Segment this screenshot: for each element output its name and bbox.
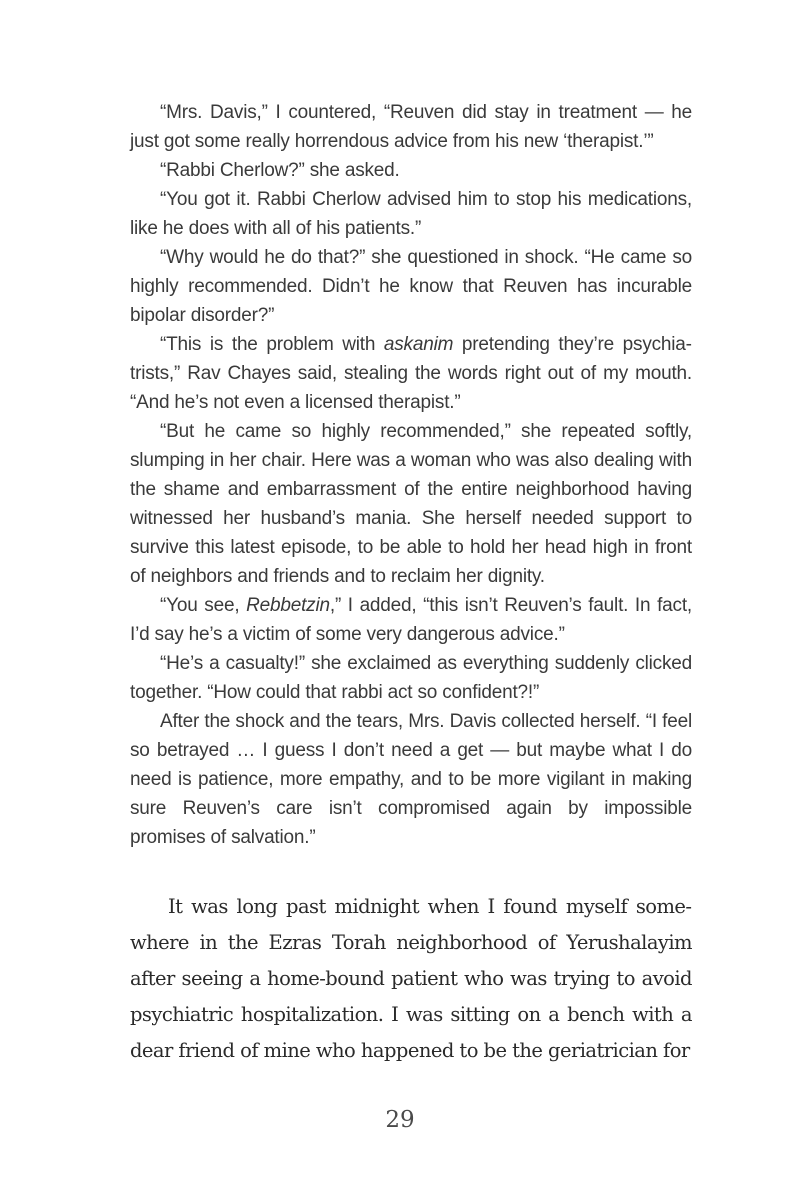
narrative-paragraph: It was long past midnight when I found myself somewhere in the Ezras Torah neighborhood of Yerushalayim after seeing a home-bound patient who was trying to avoid psychiatric hospitalization. I was sitting on a bench with a dear friend of mine who happened to be the geriatrician for: [130, 895, 692, 1062]
paragraph: “Rabbi Cherlow?” she asked.: [160, 160, 400, 181]
paragraph: After the shock and the tears, Mrs. Davis collected herself. “I feel so betrayed … I guess I don’t need a get — but maybe what I do need is patience, more empathy, and to be more vigilant in making sure Reuven’s care isn’t compromised again by impossible promises of salvation.”: [130, 711, 692, 848]
italic-term: Rebbetzin: [246, 595, 330, 616]
paragraph: “Mrs. Davis,” I countered, “Reuven did stay in treatment — he just got some really horrendous advice from his new ‘therapist.’”: [130, 102, 692, 152]
paragraph: “He’s a casualty!” she exclaimed as everything suddenly clicked together. “How could that rabbi act so confident?!”: [130, 653, 692, 703]
paragraph: “You got it. Rabbi Cherlow advised him to stop his medications, like he does with all of his patients.”: [130, 189, 692, 239]
paragraph: “This is the problem with askanim pretending they’re psychiatrists,” Rav Chayes said, stealing the words right out of my mouth. “And he’s not even a licensed therapist.”: [130, 334, 692, 413]
paragraph: “But he came so highly recommended,” she repeated softly, slumping in her chair. Here was a woman who was also dealing with the shame and embarrassment of the entire neighborhood having witnessed her husband’s mania. She herself needed support to survive this latest episode, to be able to hold her head high in front of neighbors and friends and to reclaim her dignity.: [130, 421, 692, 587]
dialogue-section: [130, 98, 692, 852]
page-number: 29: [385, 1107, 415, 1133]
paragraph: “Why would he do that?” she questioned in shock. “He came so highly recommended. Didn’t he know that Reuven has incurable bipolar disorder?”: [130, 247, 692, 326]
italic-term: askanim: [383, 334, 454, 355]
narrative-section: [130, 889, 692, 1069]
paragraph: “You see, Rebbetzin,” I added, “this isn’t Reuven’s fault. In fact, I’d say he’s a victim of some very dangerous advice.”: [130, 595, 692, 645]
